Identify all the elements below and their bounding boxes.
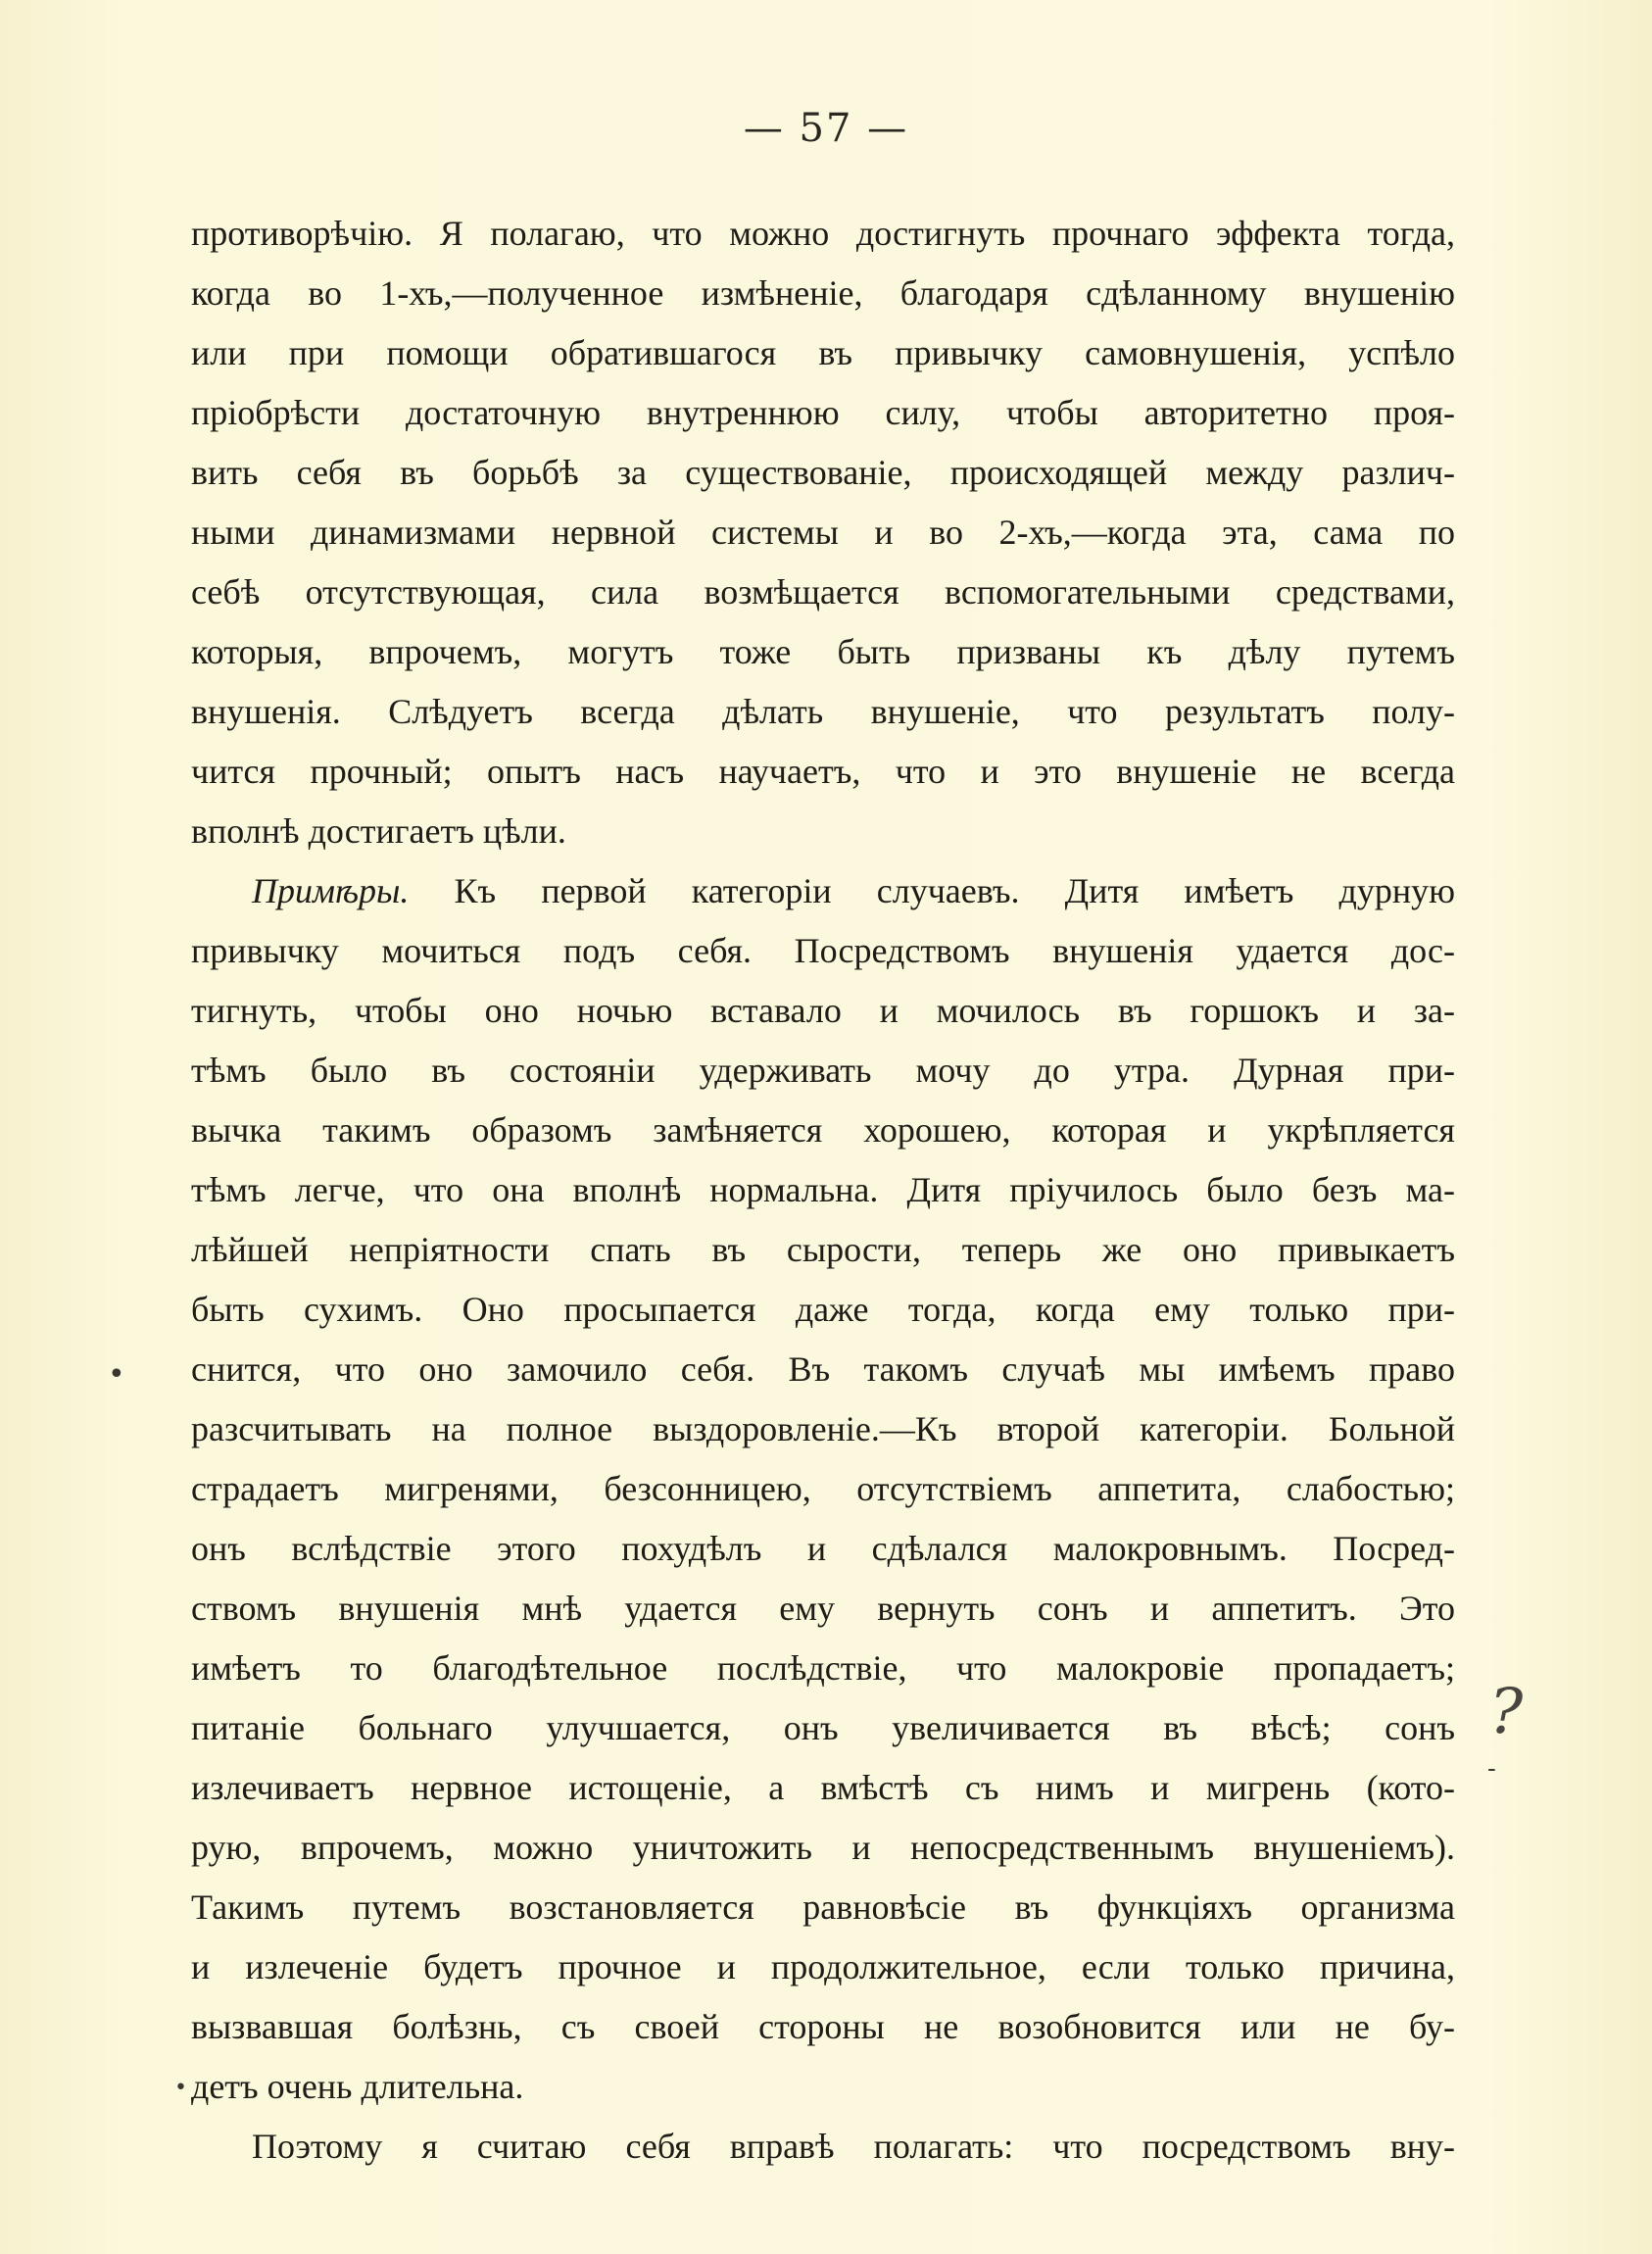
page-number: — 57 — — [743, 106, 909, 151]
margin-question-mark: ? — [1489, 1676, 1524, 1748]
text-line: питаніе больнаго улучшается, онъ увеличивается въ вѣсѣ; сонъ — [191, 1708, 1455, 1747]
text-line: вполнѣ достигаетъ цѣли. — [191, 811, 566, 851]
text-line: или при помощи обратившагося въ привычку самовнушенія, успѣло — [191, 333, 1455, 372]
text-line: ствомъ внушенія мнѣ удается ему вернуть сонъ и аппетитъ. Это — [191, 1589, 1455, 1628]
text-line: и излеченіе будетъ прочное и продолжительное, если только причина, — [191, 1947, 1455, 1986]
text-line: Такимъ путемъ возстановляется равновѣсіе въ функціяхъ организма — [191, 1887, 1455, 1927]
text-line: имѣетъ то благодѣтельное послѣдствіе, что малокровіе пропадаетъ; — [191, 1648, 1455, 1688]
text-line: противорѣчію. Я полагаю, что можно достигнуть прочнаго эффекта тогда, — [191, 214, 1455, 253]
first-line-rest: Къ первой категоріи случаевъ. Дитя имѣетъ дурную — [409, 871, 1455, 910]
text-line: когда во 1-хъ,—полученное измѣненіе, благодаря сдѣланному внушенію — [191, 273, 1455, 313]
text-line: снится, что оно замочило себя. Въ такомъ случаѣ мы имѣемъ право — [191, 1349, 1455, 1389]
text-line: разсчитывать на полное выздоровленіе.—Къ второй категоріи. Больной — [191, 1409, 1455, 1448]
margin-dash-mark: - — [1487, 1754, 1496, 1784]
text-line: страдаетъ мигренями, безсонницею, отсутствіемъ аппетита, слабостью; — [191, 1469, 1455, 1508]
text-line: вызвавшая болѣзнь, съ своей стороны не возобновится или не бу- — [191, 2007, 1455, 2046]
text-line: онъ вслѣдствіе этого похудѣлъ и сдѣлался малокровнымъ. Посред- — [191, 1529, 1455, 1568]
body-text — [191, 204, 1455, 2177]
text-line: внушенія. Слѣдуетъ всегда дѣлать внушеніе, что результатъ полу- — [191, 692, 1455, 731]
margin-dot-mark: • — [108, 1357, 125, 1392]
text-line: лѣйшей непріятности спать въ сырости, теперь же оно привыкаетъ — [191, 1230, 1455, 1269]
text-line: тигнуть, чтобы оно ночью вставало и мочилось въ горшокъ и за- — [191, 991, 1455, 1030]
text-line: привычку мочиться подъ себя. Посредствомъ внушенія удается дос- — [191, 931, 1455, 970]
text-line: рую, впрочемъ, можно уничтожить и непосредственнымъ внушеніемъ). — [191, 1828, 1455, 1867]
text-line: пріобрѣсти достаточную внутреннюю силу, чтобы авторитетно проя- — [191, 393, 1455, 432]
text-line: тѣмъ было въ состояніи удерживать мочу до утра. Дурная при- — [191, 1051, 1455, 1090]
text-line: детъ очень длительна. — [191, 2067, 524, 2106]
text-line: излечиваетъ нервное истощеніе, а вмѣстѣ съ нимъ и мигрень (кото- — [191, 1768, 1455, 1807]
paragraph-lead-word: Примѣры. — [252, 871, 410, 910]
paragraph-first-line — [191, 861, 1455, 921]
text-line: Поэтому я считаю себя вправѣ полагать: что посредствомъ вну- — [252, 2127, 1455, 2166]
text-line: чится прочный; опытъ насъ научаетъ, что и это внушеніе не всегда — [191, 752, 1455, 791]
text-line: вычка такимъ образомъ замѣняется хорошею, которая и укрѣпляется — [191, 1110, 1455, 1150]
text-line: которыя, впрочемъ, могутъ тоже быть призваны къ дѣлу путемъ — [191, 632, 1455, 671]
margin-dot-mark: • — [174, 2076, 187, 2100]
text-line: быть сухимъ. Оно просыпается даже тогда, когда ему только при- — [191, 1290, 1455, 1329]
text-line: ными динамизмами нервной системы и во 2-хъ,—когда эта, сама по — [191, 513, 1455, 552]
text-line: себѣ отсутствующая, сила возмѣщается вспомогательными средствами, — [191, 572, 1455, 612]
text-line: вить себя въ борьбѣ за существованіе, происходящей между различ- — [191, 453, 1455, 492]
text-line: тѣмъ легче, что она вполнѣ нормальна. Дитя пріучилось было безъ ма- — [191, 1170, 1455, 1209]
